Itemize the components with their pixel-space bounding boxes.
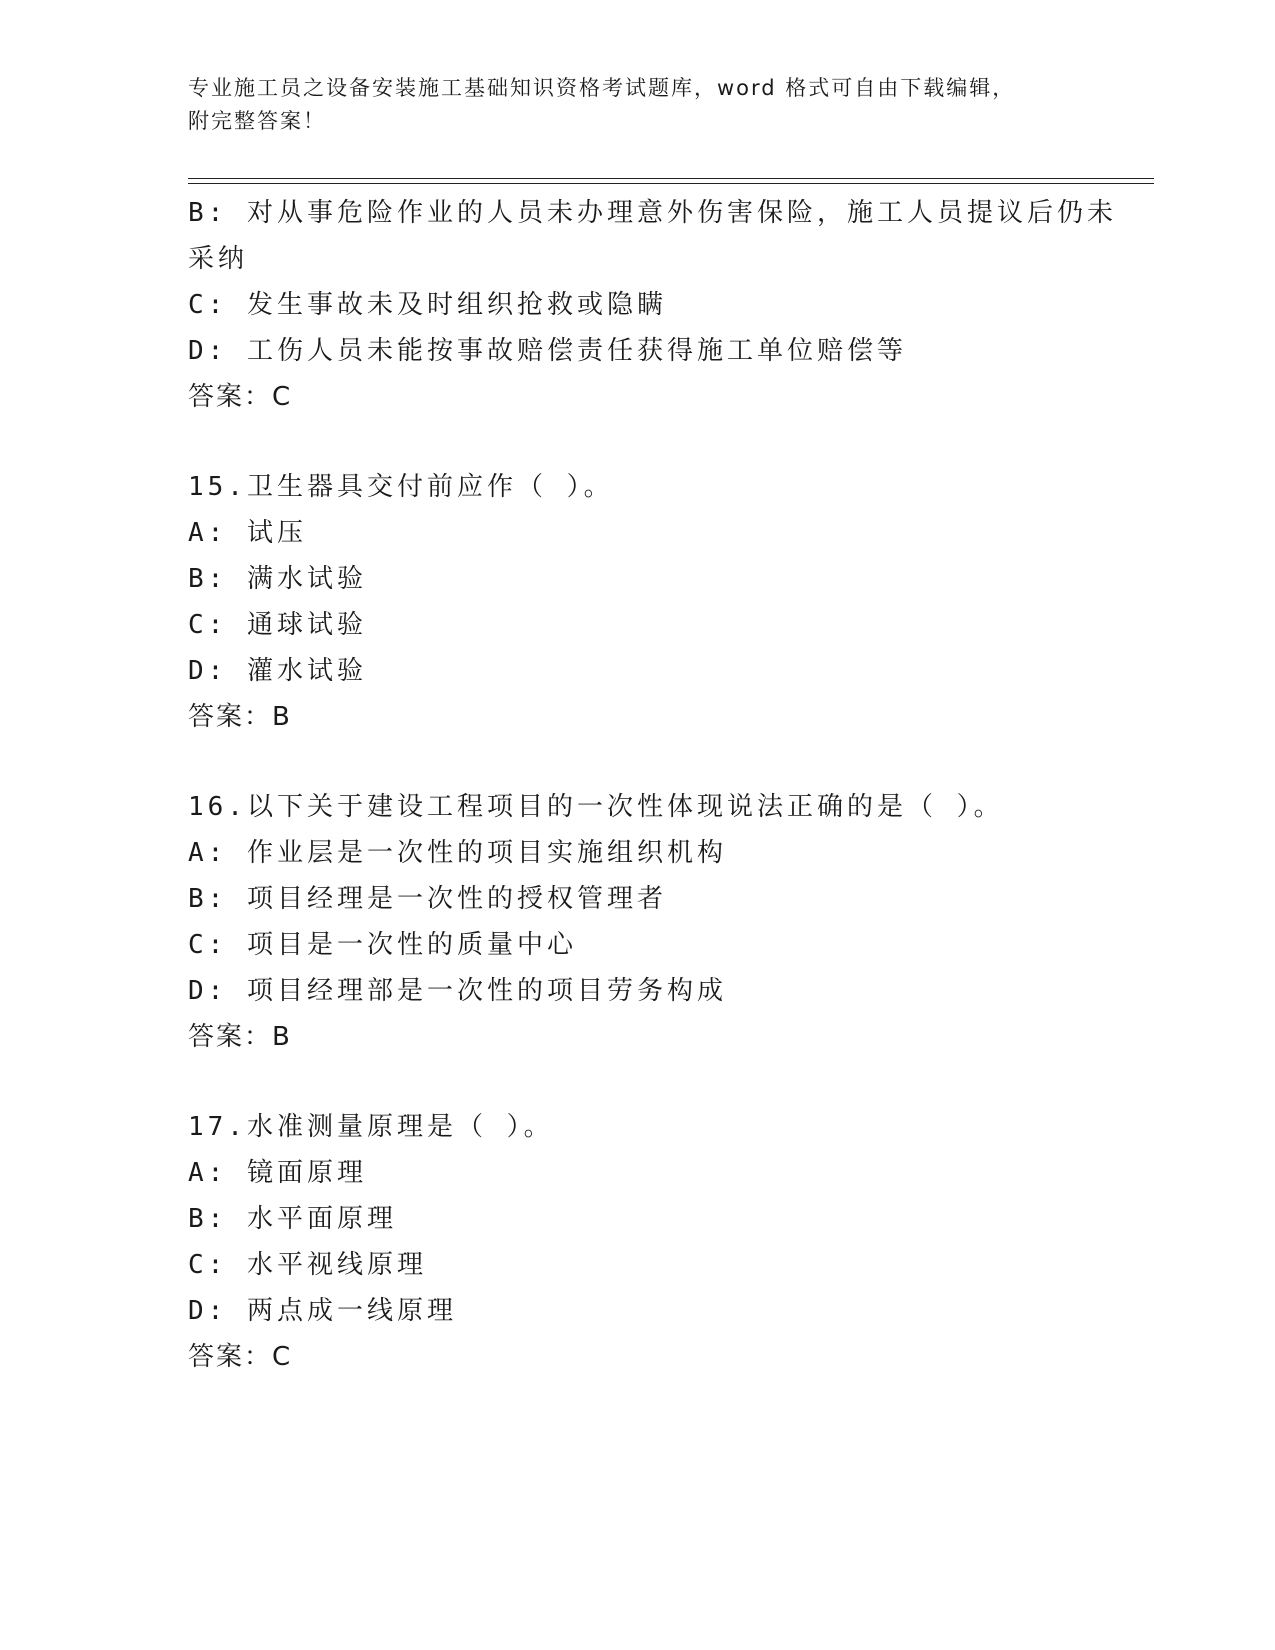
option-b: B: 项目经理是一次性的授权管理者 bbox=[188, 884, 667, 914]
option-b: B: 满水试验 bbox=[188, 564, 367, 594]
document-body bbox=[188, 190, 1117, 1380]
question-block-14 bbox=[188, 190, 1117, 420]
header-divider-top bbox=[188, 178, 1154, 179]
option-c: C: 水平视线原理 bbox=[188, 1250, 427, 1280]
header-divider-bottom bbox=[188, 183, 1154, 184]
answer: 答案：C bbox=[188, 382, 293, 412]
option-c: C: 发生事故未及时组织抢救或隐瞒 bbox=[188, 290, 667, 320]
question-block-15 bbox=[188, 464, 1088, 740]
option-b-continued: 采纳 bbox=[188, 244, 249, 274]
answer: 答案：B bbox=[188, 1022, 292, 1052]
option-d: D: 项目经理部是一次性的项目劳务构成 bbox=[188, 976, 727, 1006]
question-block-16 bbox=[188, 784, 1088, 1060]
option-a: A: 试压 bbox=[188, 518, 307, 548]
option-c: C: 通球试验 bbox=[188, 610, 367, 640]
header-line-2: 附完整答案！ bbox=[188, 109, 326, 133]
option-a: A: 镜面原理 bbox=[188, 1158, 367, 1188]
option-c: C: 项目是一次性的质量中心 bbox=[188, 930, 577, 960]
option-a: A: 作业层是一次性的项目实施组织机构 bbox=[188, 838, 727, 868]
option-d: D: 工伤人员未能按事故赔偿责任获得施工单位赔偿等 bbox=[188, 336, 907, 366]
option-b: B: 水平面原理 bbox=[188, 1204, 397, 1234]
option-b: B: 对从事危险作业的人员未办理意外伤害保险，施工人员提议后仍未 bbox=[188, 198, 1117, 228]
document-header bbox=[188, 72, 1068, 138]
question-text: 16.以下关于建设工程项目的一次性体现说法正确的是（ ）。 bbox=[188, 792, 1004, 822]
question-text: 17.水准测量原理是（ ）。 bbox=[188, 1112, 554, 1142]
answer: 答案：B bbox=[188, 702, 292, 732]
question-block-17 bbox=[188, 1104, 1088, 1380]
answer: 答案：C bbox=[188, 1342, 293, 1372]
option-d: D: 灌水试验 bbox=[188, 656, 367, 686]
question-text: 15.卫生器具交付前应作（ ）。 bbox=[188, 472, 614, 502]
header-line-1: 专业施工员之设备安装施工基础知识资格考试题库，word 格式可自由下载编辑， bbox=[188, 76, 1016, 100]
option-d: D: 两点成一线原理 bbox=[188, 1296, 457, 1326]
